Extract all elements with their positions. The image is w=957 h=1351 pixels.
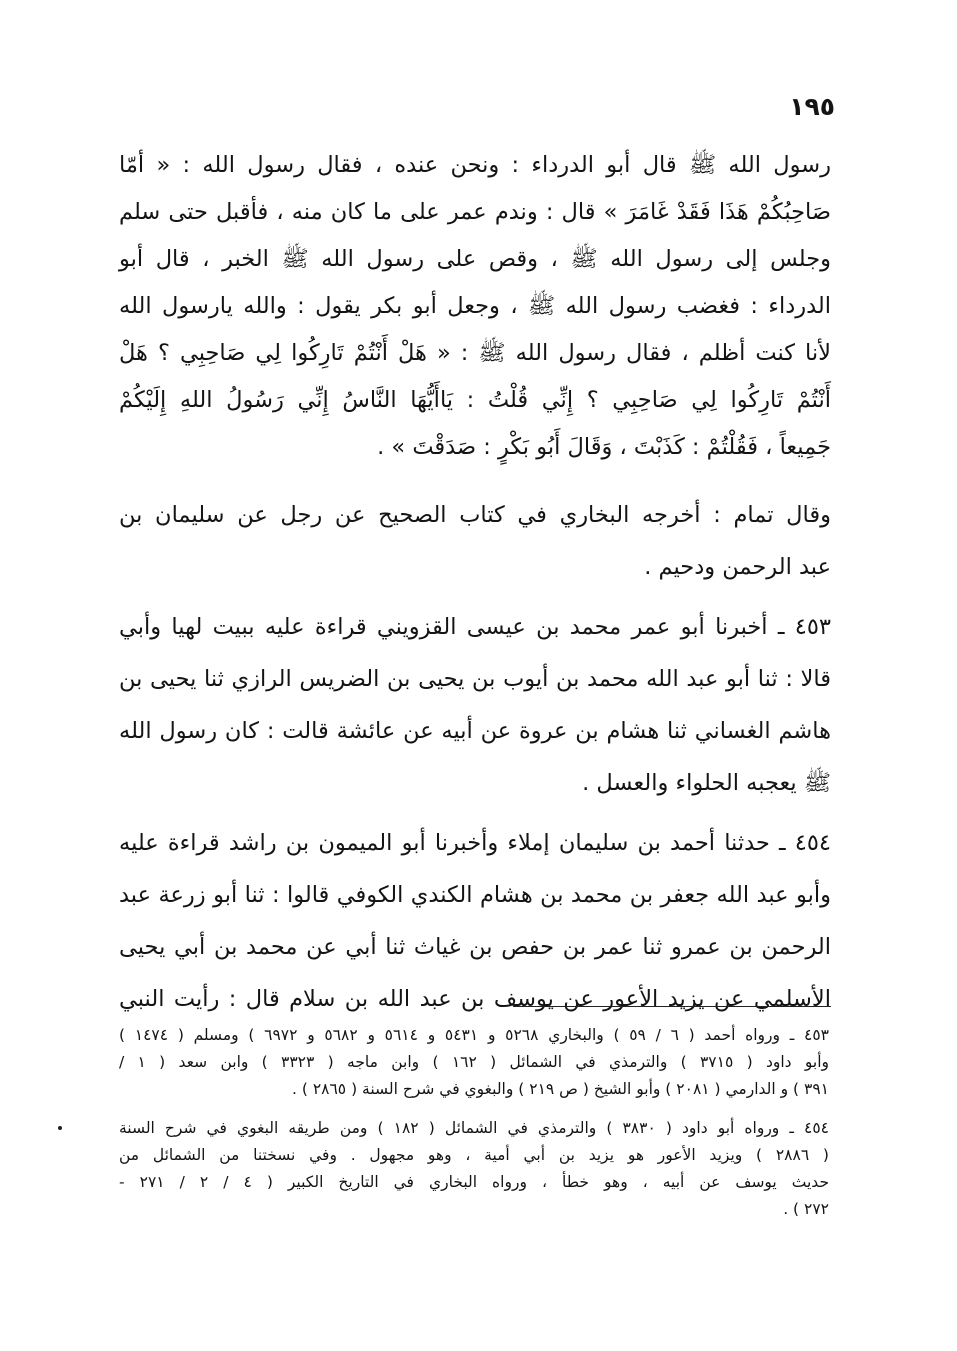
text-line: قالا : ثنا أبو عبد الله محمد بن أيوب بن يحيى بن الضريس الرازي ثنا يحيى بن <box>119 666 831 692</box>
footnote-line: ٤٥٤ ـ ورواه أبو داود ( ٣٨٣٠ ) والترمذي في الشمائل ( ١٨٢ ) ومن طريقه البغوي في شرح السنة <box>119 1119 829 1137</box>
text-line: رسول الله ﷺ قال أبو الدرداء : ونحن عنده ، فقال رسول الله : « أمّا <box>119 152 831 178</box>
footnotes <box>119 1022 829 1223</box>
footnote-line: وأبو داود ( ٣٧١٥ ) والترمذي في الشمائل ( ١٦٢ ) وابن ماجه ( ٣٣٢٣ ) وابن سعد ( ١ / <box>119 1053 829 1071</box>
text-line: الدرداء : فغضب رسول الله ﷺ ، وجعل أبو بكر يقول : والله يارسول الله <box>119 293 831 319</box>
footnote-453 <box>119 1022 829 1103</box>
text-line: وجلس إلى رسول الله ﷺ ، وقص على رسول الله ﷺ الخبر ، قال أبو <box>119 246 831 272</box>
hadith-continuation-paragraph <box>119 142 831 471</box>
text-line: لأنا كنت أظلم ، فقال رسول الله ﷺ : « هَلْ أَنْتُمْ تَارِكُوا لِي صَاحِبِي ؟ هَلْ <box>119 340 831 366</box>
text-line: ﷺ يعجبه الحلواء والعسل . <box>582 770 831 796</box>
main-text <box>119 142 831 1025</box>
scan-speck <box>58 1126 62 1130</box>
text-line: وقال تمام : أخرجه البخاري في كتاب الصحيح عن رجل عن سليمان بن <box>119 502 831 528</box>
page-number: ١٩٥ <box>789 92 835 121</box>
text-line: هاشم الغساني ثنا هشام بن عروة عن أبيه عن عائشة قالت : كان رسول الله <box>119 718 831 744</box>
text-line: صَاحِبُكُمْ هَذَا فَقَدْ غَامَرَ » قال : وندم عمر على ما كان منه ، فأقبل حتى سلم <box>119 199 831 225</box>
footnote-454 <box>119 1115 829 1223</box>
text-line: ٤٥٣ ـ أخبرنا أبو عمر محمد بن عيسى القزويني قراءة عليه ببيت لهيا وأبي <box>119 614 831 640</box>
tammam-note-paragraph <box>119 489 831 593</box>
text-line: ٤٥٤ ـ حدثنا أحمد بن سليمان إملاء وأخبرنا أبو الميمون بن راشد قراءة عليه <box>119 830 831 856</box>
footnote-line: ٤٥٣ ـ ورواه أحمد ( ٦ / ٥٩ ) والبخاري ٥٢٦٨ و ٥٤٣١ و ٥٦١٤ و ٥٦٨٢ و ٦٩٧٢ ) ومسلم ( ١٤٧٤ ) <box>119 1026 829 1044</box>
text-line: الرحمن بن عمرو ثنا عمر بن حفص بن غياث ثنا أبي عن محمد بن أبي يحيى <box>119 934 831 960</box>
text-line: عبد الرحمن ودحيم . <box>644 554 831 580</box>
text-line: جَمِيعاً ، فَقُلْتُمْ : كَذَبْتَ ، وَقَالَ أَبُو بَكْرٍ : صَدَقْتَ » . <box>377 434 831 460</box>
hadith-454-paragraph <box>119 817 831 1025</box>
text-line: أَنْتُمْ تَارِكُوا لِي صَاحِبِي ؟ إِنِّي قُلْتُ : يَاأَيُّهَا النَّاسُ إِنِّي رَسُولُ اللهِ إِلَيْكُمْ <box>119 387 831 413</box>
footnote-line: ٢٧٢ ) . <box>783 1200 829 1218</box>
footnote-line: حديث يوسف عن أبيه ، وهو خطأ ، ورواه البخاري في التاريخ الكبير ( ٤ / ٢ / ٢٧١ - <box>119 1173 830 1191</box>
footnote-divider <box>513 1006 831 1007</box>
text-line: وأبو عبد الله جعفر بن محمد بن هشام الكندي الكوفي قالوا : ثنا أبو زرعة عبد <box>119 882 831 908</box>
text-line: الأسلمي عن يزيد الأعور عن يوسف بن عبد الله بن سلام قال : رأيت النبي <box>119 986 831 1012</box>
footnote-line: ٣٩١ ) و الدارمي ( ٢٠٨١ ) وأبو الشيخ ( ص ٢١٩ ) والبغوي في شرح السنة ( ٢٨٦٥ ) . <box>292 1080 829 1098</box>
footnote-line: ( ٢٨٨٦ ) ويزيد الأعور هو يزيد بن أبي أمية ، وهو مجهول . وفي نسختنا من الشمائل من <box>119 1146 829 1164</box>
hadith-453-paragraph <box>119 601 831 809</box>
